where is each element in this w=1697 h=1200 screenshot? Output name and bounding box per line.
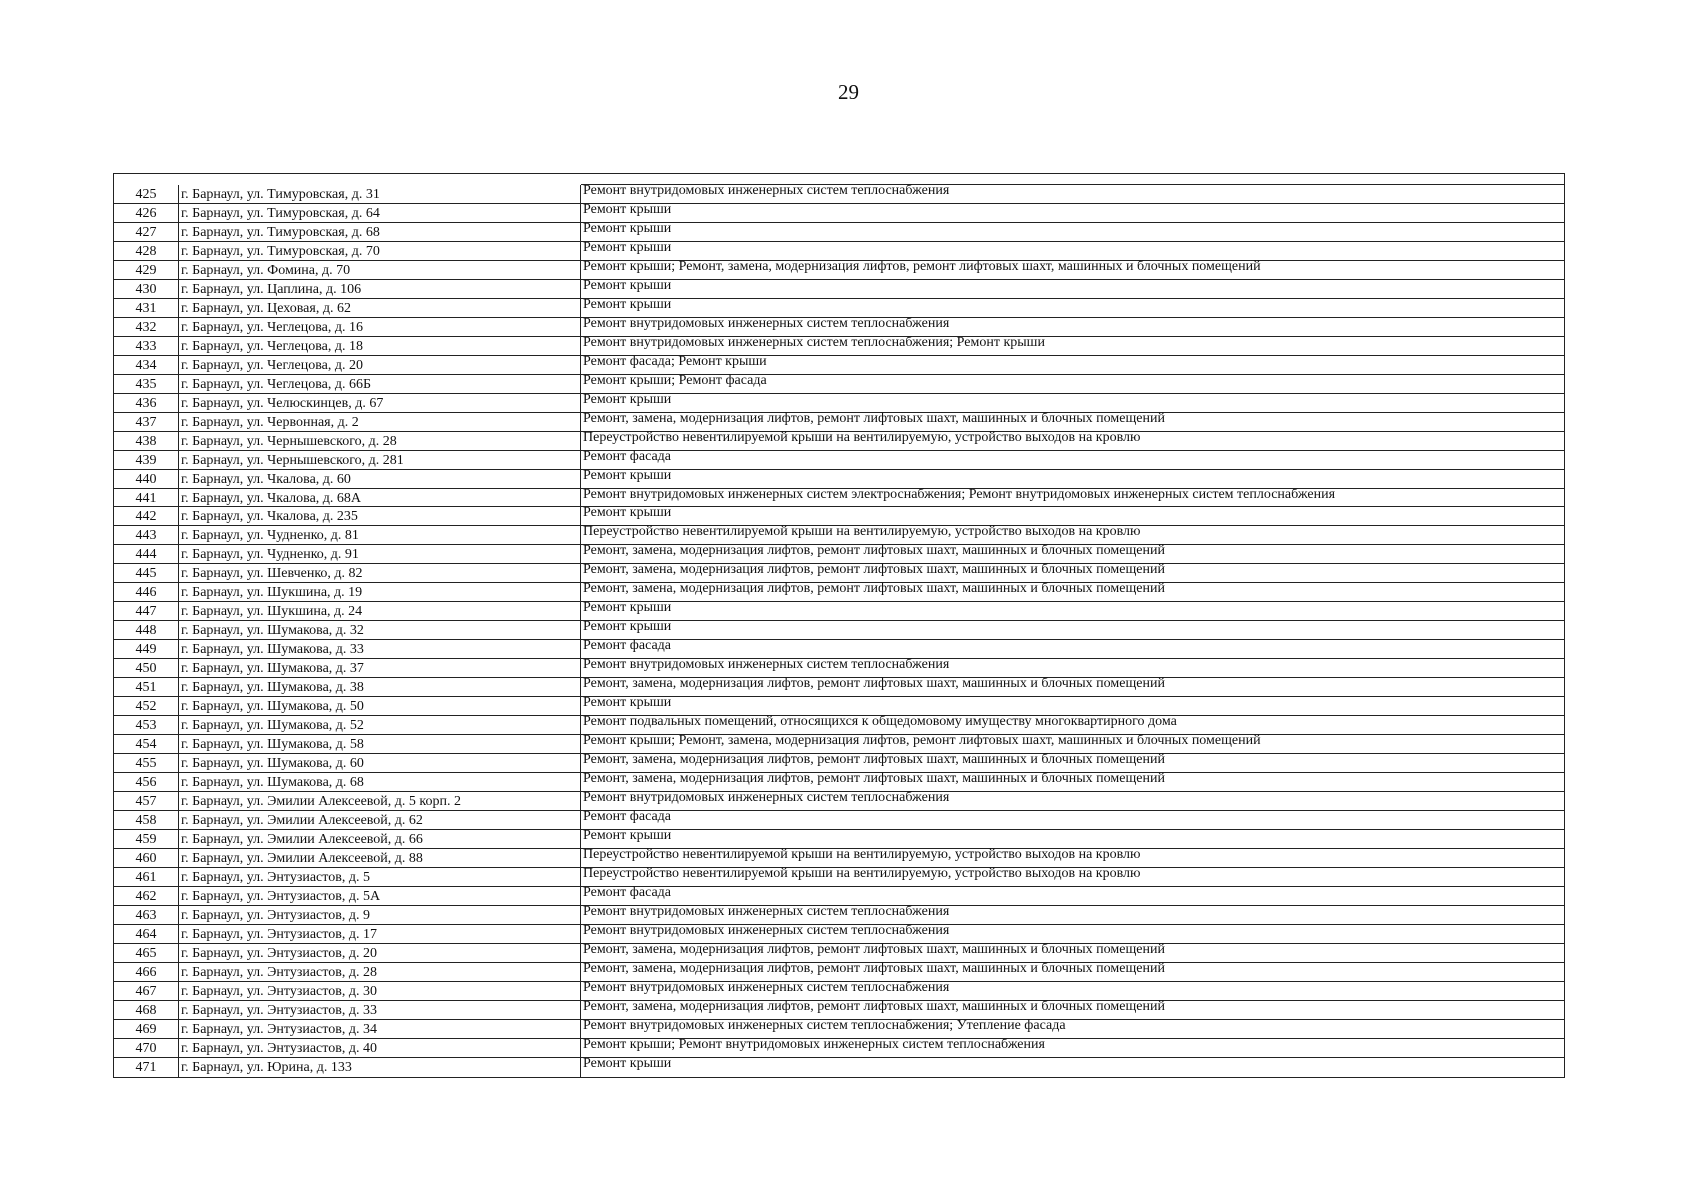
row-number: 425 [114,185,179,203]
row-number: 453 [114,716,179,734]
row-work-type: Ремонт крыши [583,220,672,236]
row-address: г. Барнаул, ул. Цаплина, д. 106 [179,280,581,298]
row-number: 432 [114,318,179,336]
row-work-type: Ремонт, замена, модернизация лифтов, ремонт лифтовых шахт, машинных и блочных помещений [583,562,1165,578]
row-work-type: Ремонт, замена, модернизация лифтов, ремонт лифтовых шахт, машинных и блочных помещений [583,998,1165,1014]
row-work-type: Ремонт крыши [583,600,672,616]
row-number: 444 [114,545,179,563]
row-address: г. Барнаул, ул. Энтузиастов, д. 5 [179,868,581,886]
row-number: 450 [114,659,179,677]
row-number: 471 [114,1058,179,1077]
row-work-type: Ремонт внутридомовых инженерных систем теплоснабжения [583,790,950,805]
row-number: 440 [114,470,179,488]
row-work-type: Ремонт крыши [583,505,672,521]
row-work-type: Ремонт, замена, модернизация лифтов, ремонт лифтовых шахт, машинных и блочных помещений [583,676,1165,692]
row-work-type: Ремонт, замена, модернизация лифтов, ремонт лифтовых шахт, машинных и блочных помещений [583,771,1165,787]
row-work-type: Ремонт, замена, модернизация лифтов, ремонт лифтовых шахт, машинных и блочных помещений [583,752,1165,768]
row-number: 457 [114,792,179,810]
row-work-type: Ремонт крыши; Ремонт внутридомовых инженерных систем теплоснабжения [583,1036,1045,1052]
row-work-type: Ремонт крыши [583,391,672,407]
row-address: г. Барнаул, ул. Энтузиастов, д. 17 [179,925,581,943]
repair-table [113,173,1565,1078]
row-work-type: Ремонт, замена, модернизация лифтов, ремонт лифтовых шахт, машинных и блочных помещений [583,543,1165,559]
row-address: г. Барнаул, ул. Чеглецова, д. 66Б [179,375,581,393]
row-address: г. Барнаул, ул. Чудненко, д. 81 [179,526,581,544]
row-address: г. Барнаул, ул. Эмилии Алексеевой, д. 62 [179,811,581,829]
row-number: 466 [114,963,179,981]
row-address: г. Барнаул, ул. Чеглецова, д. 16 [179,318,581,336]
row-address: г. Барнаул, ул. Эмилии Алексеевой, д. 66 [179,830,581,848]
row-number: 468 [114,1001,179,1019]
row-number: 428 [114,242,179,260]
row-work-type: Ремонт крыши [583,239,672,255]
row-number: 430 [114,280,179,298]
row-address: г. Барнаул, ул. Эмилии Алексеевой, д. 5 корп. 2 [179,792,581,810]
row-number: 461 [114,868,179,886]
row-work-type: Ремонт внутридомовых инженерных систем теплоснабжения; Утепление фасада [583,1017,1066,1033]
row-number: 467 [114,982,179,1000]
row-address: г. Барнаул, ул. Шумакова, д. 60 [179,754,581,772]
row-work-type: Ремонт крыши [583,695,672,711]
row-work-type: Ремонт крыши; Ремонт, замена, модернизация лифтов, ремонт лифтовых шахт, машинных и блочных помещений [583,733,1261,749]
row-number: 441 [114,489,179,507]
row-address: г. Барнаул, ул. Чудненко, д. 91 [179,545,581,563]
row-work-type: Ремонт фасада [583,808,672,824]
row-work-type: Ремонт внутридомовых инженерных систем теплоснабжения; Ремонт крыши [583,334,1045,350]
row-work-type: Ремонт внутридомовых инженерных систем теплоснабжения [583,183,950,198]
row-number: 455 [114,754,179,772]
row-number: 439 [114,451,179,469]
row-address: г. Барнаул, ул. Энтузиастов, д. 20 [179,944,581,962]
row-address: г. Барнаул, ул. Шумакова, д. 52 [179,716,581,734]
row-address: г. Барнаул, ул. Энтузиастов, д. 33 [179,1001,581,1019]
row-work-type: Ремонт, замена, модернизация лифтов, ремонт лифтовых шахт, машинных и блочных помещений [583,941,1165,957]
row-address: г. Барнаул, ул. Юрина, д. 133 [179,1058,581,1077]
row-number: 438 [114,432,179,450]
row-number: 462 [114,887,179,905]
row-work-type: Ремонт фасада [583,884,672,900]
row-number: 465 [114,944,179,962]
row-address: г. Барнаул, ул. Шумакова, д. 50 [179,697,581,715]
row-number: 434 [114,356,179,374]
row-work-type: Ремонт фасада [583,448,672,464]
row-address: г. Барнаул, ул. Чернышевского, д. 281 [179,451,581,469]
row-work-type: Ремонт крыши [583,827,672,843]
row-address: г. Барнаул, ул. Шумакова, д. 68 [179,773,581,791]
row-number: 446 [114,583,179,601]
row-work-type: Ремонт фасада; Ремонт крыши [583,353,767,369]
row-number: 449 [114,640,179,658]
row-address: г. Барнаул, ул. Энтузиастов, д. 30 [179,982,581,1000]
row-address: г. Барнаул, ул. Чкалова, д. 235 [179,507,581,525]
row-work-type: Ремонт крыши [583,201,672,217]
row-work-type: Ремонт внутридомовых инженерных систем теплоснабжения [583,979,950,995]
row-work-type: Ремонт, замена, модернизация лифтов, ремонт лифтовых шахт, машинных и блочных помещений [583,410,1165,426]
row-work-type: Ремонт внутридомовых инженерных систем теплоснабжения [583,903,950,919]
row-address: г. Барнаул, ул. Энтузиастов, д. 40 [179,1039,581,1057]
row-work-type: Ремонт внутридомовых инженерных систем теплоснабжения [583,315,950,331]
row-address: г. Барнаул, ул. Чеглецова, д. 18 [179,337,581,355]
row-number: 454 [114,735,179,753]
row-address: г. Барнаул, ул. Эмилии Алексеевой, д. 88 [179,849,581,867]
row-address: г. Барнаул, ул. Шевченко, д. 82 [179,564,581,582]
row-number: 427 [114,223,179,241]
row-number: 442 [114,507,179,525]
row-number: 447 [114,602,179,620]
row-address: г. Барнаул, ул. Энтузиастов, д. 5А [179,887,581,905]
row-number: 429 [114,261,179,279]
row-address: г. Барнаул, ул. Цеховая, д. 62 [179,299,581,317]
row-number: 470 [114,1039,179,1057]
row-address: г. Барнаул, ул. Шумакова, д. 32 [179,621,581,639]
row-number: 443 [114,526,179,544]
row-number: 437 [114,413,179,431]
row-address: г. Барнаул, ул. Тимуровская, д. 31 [179,185,581,203]
row-address: г. Барнаул, ул. Энтузиастов, д. 28 [179,963,581,981]
row-address: г. Барнаул, ул. Чкалова, д. 60 [179,470,581,488]
row-work-type: Ремонт крыши [583,619,672,635]
row-address: г. Барнаул, ул. Чеглецова, д. 20 [179,356,581,374]
row-work-type: Ремонт крыши; Ремонт фасада [583,372,767,388]
table-body [114,185,1564,1077]
row-number: 460 [114,849,179,867]
row-work-type: Ремонт крыши [583,1055,672,1071]
row-number: 452 [114,697,179,715]
row-address: г. Барнаул, ул. Червонная, д. 2 [179,413,581,431]
row-address: г. Барнаул, ул. Шумакова, д. 38 [179,678,581,696]
row-address: г. Барнаул, ул. Шумакова, д. 33 [179,640,581,658]
row-work-type: Переустройство невентилируемой крыши на вентилируемую, устройство выходов на кровлю [583,429,1141,445]
row-number: 463 [114,906,179,924]
row-number: 448 [114,621,179,639]
row-address: г. Барнаул, ул. Шумакова, д. 37 [179,659,581,677]
row-address: г. Барнаул, ул. Шукшина, д. 19 [179,583,581,601]
row-address: г. Барнаул, ул. Шукшина, д. 24 [179,602,581,620]
row-address: г. Барнаул, ул. Чкалова, д. 68А [179,489,581,507]
row-number: 464 [114,925,179,943]
row-address: г. Барнаул, ул. Энтузиастов, д. 9 [179,906,581,924]
row-work-type: Ремонт фасада [583,638,672,654]
row-number: 445 [114,564,179,582]
table-row [114,1055,1564,1077]
row-number: 433 [114,337,179,355]
row-address: г. Барнаул, ул. Тимуровская, д. 68 [179,223,581,241]
row-work-type: Ремонт подвальных помещений, относящихся к общедомовому имуществу многоквартирного дома [583,714,1177,730]
row-number: 436 [114,394,179,412]
row-address: г. Барнаул, ул. Шумакова, д. 58 [179,735,581,753]
row-address: г. Барнаул, ул. Тимуровская, д. 70 [179,242,581,260]
row-work-type: Переустройство невентилируемой крыши на вентилируемую, устройство выходов на кровлю [583,865,1141,881]
row-work-type: Ремонт крыши; Ремонт, замена, модернизация лифтов, ремонт лифтовых шахт, машинных и блочных помещений [583,258,1261,274]
row-work-type: Переустройство невентилируемой крыши на вентилируемую, устройство выходов на кровлю [583,524,1141,540]
row-work-type: Ремонт, замена, модернизация лифтов, ремонт лифтовых шахт, машинных и блочных помещений [583,960,1165,976]
row-work-type: Переустройство невентилируемой крыши на вентилируемую, устройство выходов на кровлю [583,846,1141,862]
row-address: г. Барнаул, ул. Энтузиастов, д. 34 [179,1020,581,1038]
row-work-type: Ремонт внутридомовых инженерных систем электроснабжения; Ремонт внутридомовых инженерных систем теплоснабжения [583,486,1336,502]
row-number: 458 [114,811,179,829]
row-number: 426 [114,204,179,222]
page-number: 29 [838,80,859,104]
row-number: 435 [114,375,179,393]
row-address: г. Барнаул, ул. Челюскинцев, д. 67 [179,394,581,412]
row-work-type: Ремонт крыши [583,277,672,293]
row-number: 456 [114,773,179,791]
row-address: г. Барнаул, ул. Фомина, д. 70 [179,261,581,279]
row-number: 459 [114,830,179,848]
row-work-type: Ремонт, замена, модернизация лифтов, ремонт лифтовых шахт, машинных и блочных помещений [583,581,1165,597]
row-work-type: Ремонт внутридомовых инженерных систем теплоснабжения [583,657,950,673]
row-work-type: Ремонт крыши [583,467,672,483]
row-work-type: Ремонт крыши [583,296,672,312]
row-work-type: Ремонт внутридомовых инженерных систем теплоснабжения [583,922,950,938]
row-number: 431 [114,299,179,317]
row-address: г. Барнаул, ул. Тимуровская, д. 64 [179,204,581,222]
row-number: 469 [114,1020,179,1038]
row-address: г. Барнаул, ул. Чернышевского, д. 28 [179,432,581,450]
row-number: 451 [114,678,179,696]
